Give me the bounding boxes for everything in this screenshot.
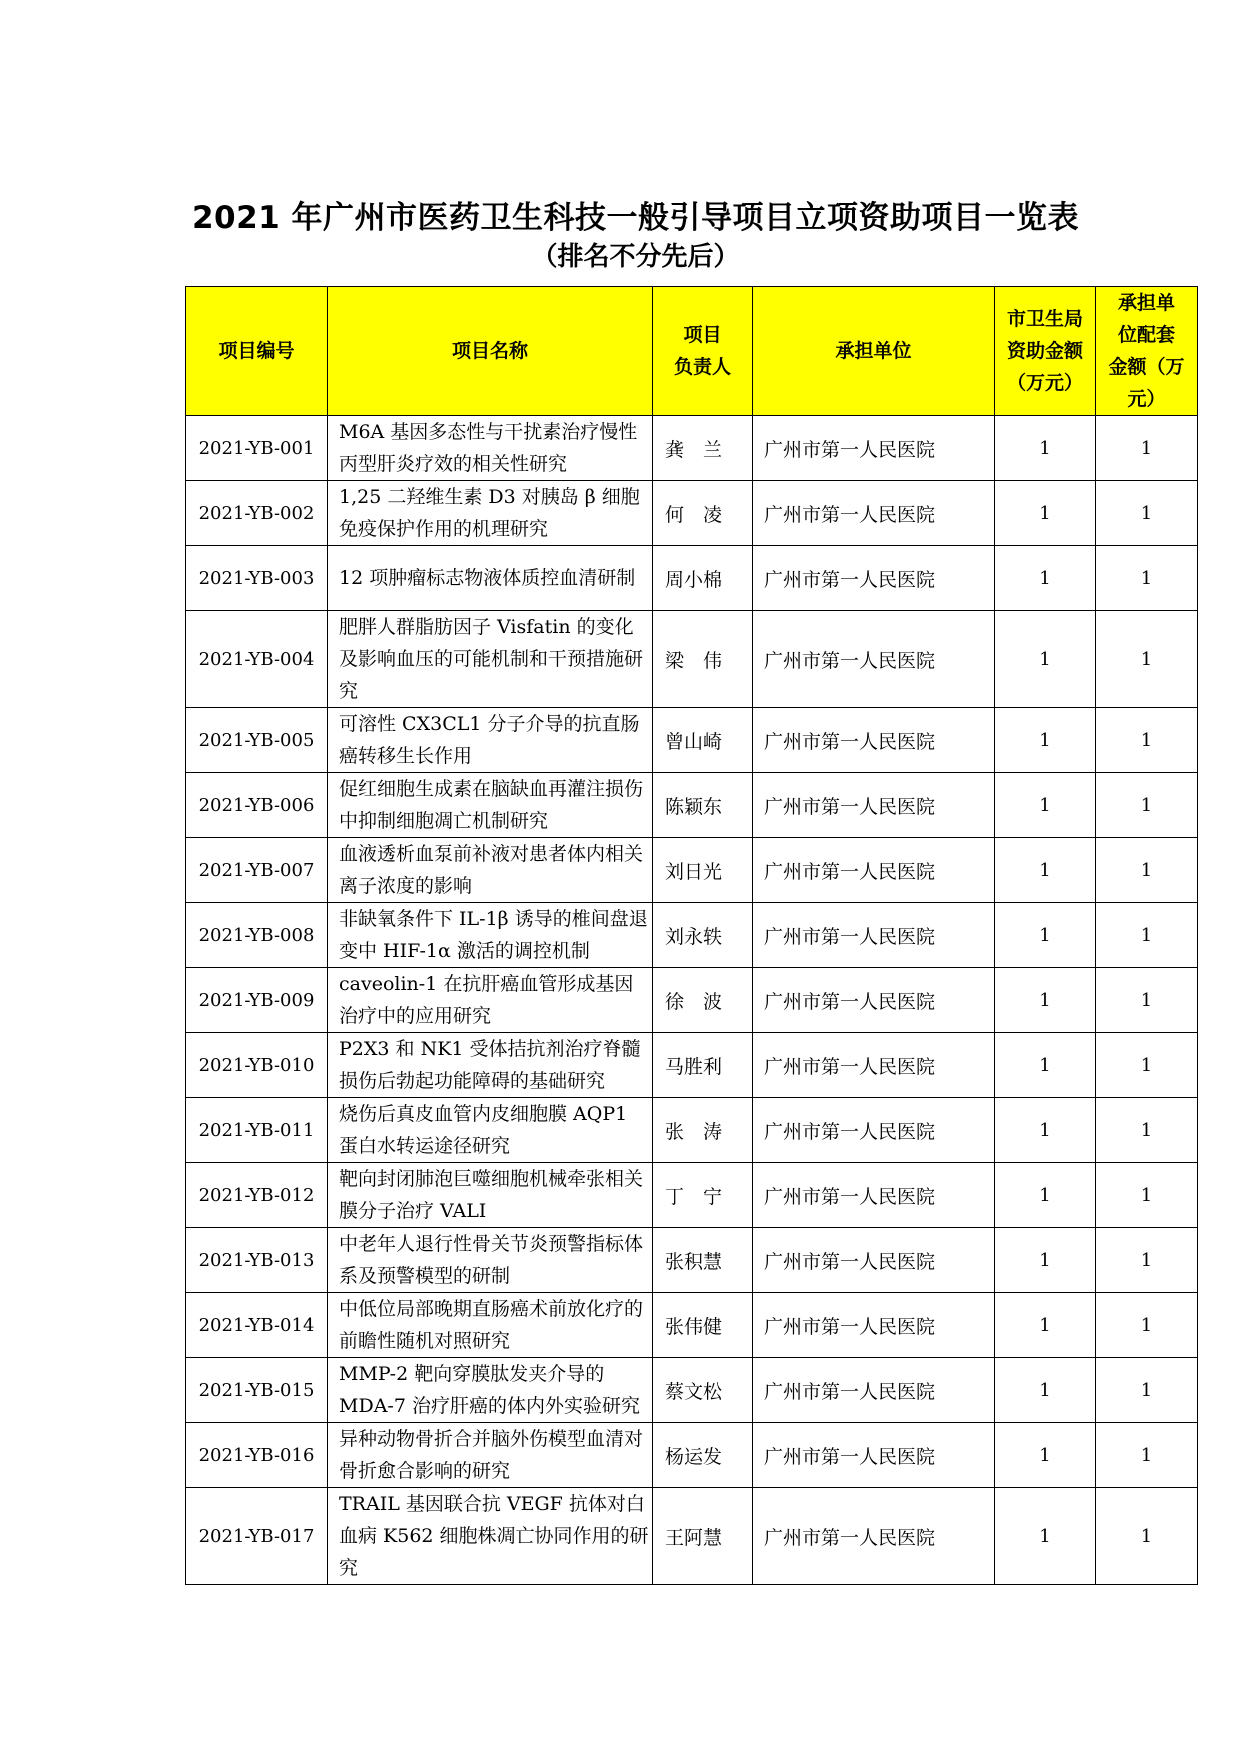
cell-project-name: 异种动物骨折合并脑外伤模型血清对骨折愈合影响的研究 [328,1423,653,1488]
cell-leader: 曾山崎 [653,708,753,773]
header-matching-line: 承担单 [1117,292,1175,314]
cell-unit: 广州市第一人民医院 [753,1293,995,1358]
cell-matching: 1 [1096,1423,1198,1488]
cell-project-id: 2021-YB-010 [186,1033,328,1098]
cell-matching: 1 [1096,1163,1198,1228]
table-row [186,968,1198,1033]
cell-leader: 何 凌 [653,481,753,546]
cell-leader: 周小棉 [653,546,753,611]
cell-project-name: 中低位局部晚期直肠癌术前放化疗的前瞻性随机对照研究 [328,1293,653,1358]
cell-project-name: 肥胖人群脂肪因子 Visfatin 的变化及影响血压的可能机制和干预措施研究 [328,611,653,708]
cell-unit: 广州市第一人民医院 [753,1033,995,1098]
cell-matching: 1 [1096,838,1198,903]
cell-funding: 1 [995,838,1096,903]
cell-leader: 丁 宁 [653,1163,753,1228]
header-funding-line: 资助金额 [1006,340,1083,362]
cell-project-name: 中老年人退行性骨关节炎预警指标体系及预警模型的研制 [328,1228,653,1293]
cell-matching: 1 [1096,968,1198,1033]
cell-leader: 蔡文松 [653,1358,753,1423]
table-row [186,708,1198,773]
cell-project-id: 2021-YB-009 [186,968,328,1033]
cell-matching: 1 [1096,1228,1198,1293]
cell-project-id: 2021-YB-007 [186,838,328,903]
header-matching-line: 金额（万 [1108,356,1185,378]
table-row [186,838,1198,903]
table-row [186,1033,1198,1098]
cell-unit: 广州市第一人民医院 [753,708,995,773]
header-funding-line: 市卫生局 [1006,308,1083,330]
cell-funding: 1 [995,481,1096,546]
cell-leader: 王阿慧 [653,1488,753,1585]
cell-funding: 1 [995,968,1096,1033]
table-row [186,546,1198,611]
cell-matching: 1 [1096,1358,1198,1423]
cell-project-name: caveolin-1 在抗肝癌血管形成基因治疗中的应用研究 [328,968,653,1033]
cell-leader: 徐 波 [653,968,753,1033]
cell-project-name: 烧伤后真皮血管内皮细胞膜 AQP1 蛋白水转运途径研究 [328,1098,653,1163]
table-header-row [186,287,1198,416]
cell-funding: 1 [995,1033,1096,1098]
cell-unit: 广州市第一人民医院 [753,1358,995,1423]
cell-matching: 1 [1096,1293,1198,1358]
table-row [186,611,1198,708]
cell-project-id: 2021-YB-002 [186,481,328,546]
cell-funding: 1 [995,708,1096,773]
cell-funding: 1 [995,1098,1096,1163]
header-project-id: 项目编号 [186,287,328,416]
cell-project-id: 2021-YB-006 [186,773,328,838]
cell-matching: 1 [1096,708,1198,773]
cell-matching: 1 [1096,546,1198,611]
cell-project-name: 1,25 二羟维生素 D3 对胰岛 β 细胞免疫保护作用的机理研究 [328,481,653,546]
header-project-leader [653,287,753,416]
cell-matching: 1 [1096,611,1198,708]
cell-unit: 广州市第一人民医院 [753,838,995,903]
cell-unit: 广州市第一人民医院 [753,773,995,838]
table-row [186,1228,1198,1293]
cell-matching: 1 [1096,416,1198,481]
cell-unit: 广州市第一人民医院 [753,481,995,546]
cell-leader: 陈颖东 [653,773,753,838]
cell-project-id: 2021-YB-001 [186,416,328,481]
header-funding [995,287,1096,416]
table-row [186,416,1198,481]
project-table [185,286,1198,1585]
table-row [186,481,1198,546]
header-funding-line: （万元） [1006,372,1083,394]
cell-unit: 广州市第一人民医院 [753,1228,995,1293]
cell-project-name: P2X3 和 NK1 受体拮抗剂治疗脊髓损伤后勃起功能障碍的基础研究 [328,1033,653,1098]
cell-funding: 1 [995,611,1096,708]
cell-matching: 1 [1096,773,1198,838]
cell-project-id: 2021-YB-008 [186,903,328,968]
header-matching [1096,287,1198,416]
cell-leader: 张积慧 [653,1228,753,1293]
cell-project-name: TRAIL 基因联合抗 VEGF 抗体对白血病 K562 细胞株凋亡协同作用的研究 [328,1488,653,1585]
cell-project-id: 2021-YB-015 [186,1358,328,1423]
cell-funding: 1 [995,1163,1096,1228]
cell-funding: 1 [995,1293,1096,1358]
cell-matching: 1 [1096,1033,1198,1098]
cell-matching: 1 [1096,1098,1198,1163]
cell-leader: 刘日光 [653,838,753,903]
cell-unit: 广州市第一人民医院 [753,1488,995,1585]
cell-project-id: 2021-YB-004 [186,611,328,708]
cell-leader: 马胜利 [653,1033,753,1098]
header-leader-line: 项目 [683,324,722,346]
cell-funding: 1 [995,1488,1096,1585]
cell-project-id: 2021-YB-005 [186,708,328,773]
cell-project-name: 靶向封闭肺泡巨噬细胞机械牵张相关膜分子治疗 VALI [328,1163,653,1228]
cell-funding: 1 [995,546,1096,611]
cell-project-id: 2021-YB-016 [186,1423,328,1488]
table-row [186,903,1198,968]
cell-unit: 广州市第一人民医院 [753,1098,995,1163]
cell-leader: 刘永轶 [653,903,753,968]
cell-project-name: M6A 基因多态性与干扰素治疗慢性丙型肝炎疗效的相关性研究 [328,416,653,481]
header-unit: 承担单位 [753,287,995,416]
header-project-name: 项目名称 [328,287,653,416]
cell-unit: 广州市第一人民医院 [753,1163,995,1228]
cell-leader: 杨运发 [653,1423,753,1488]
cell-funding: 1 [995,1423,1096,1488]
cell-matching: 1 [1096,1488,1198,1585]
cell-project-name: 12 项肿瘤标志物液体质控血清研制 [328,546,653,611]
cell-matching: 1 [1096,903,1198,968]
cell-leader: 张伟健 [653,1293,753,1358]
cell-funding: 1 [995,903,1096,968]
table-row [186,1098,1198,1163]
cell-project-id: 2021-YB-012 [186,1163,328,1228]
page-subtitle: （排名不分先后） [531,242,740,272]
cell-project-name: 促红细胞生成素在脑缺血再灌注损伤中抑制细胞凋亡机制研究 [328,773,653,838]
header-matching-line: 位配套 [1117,324,1175,346]
cell-funding: 1 [995,773,1096,838]
cell-project-name: MMP-2 靶向穿膜肽发夹介导的 MDA-7 治疗肝癌的体内外实验研究 [328,1358,653,1423]
header-matching-line: 元） [1127,388,1166,410]
cell-funding: 1 [995,416,1096,481]
cell-matching: 1 [1096,481,1198,546]
cell-project-name: 血液透析血泵前补液对患者体内相关离子浓度的影响 [328,838,653,903]
header-leader-line: 负责人 [673,356,731,378]
cell-unit: 广州市第一人民医院 [753,968,995,1033]
cell-unit: 广州市第一人民医院 [753,416,995,481]
cell-project-id: 2021-YB-014 [186,1293,328,1358]
page-title: 2021 年广州市医药卫生科技一般引导项目立项资助项目一览表 [191,200,1080,236]
table-row [186,1358,1198,1423]
cell-project-name: 非缺氧条件下 IL-1β 诱导的椎间盘退变中 HIF-1α 激活的调控机制 [328,903,653,968]
cell-project-id: 2021-YB-003 [186,546,328,611]
cell-leader: 梁 伟 [653,611,753,708]
cell-leader: 龚 兰 [653,416,753,481]
cell-project-id: 2021-YB-011 [186,1098,328,1163]
cell-funding: 1 [995,1228,1096,1293]
table-row [186,1423,1198,1488]
table-row [186,1163,1198,1228]
table-row [186,1293,1198,1358]
cell-leader: 张 涛 [653,1098,753,1163]
cell-project-id: 2021-YB-013 [186,1228,328,1293]
cell-unit: 广州市第一人民医院 [753,1423,995,1488]
table-row [186,1488,1198,1585]
cell-project-name: 可溶性 CX3CL1 分子介导的抗直肠癌转移生长作用 [328,708,653,773]
cell-funding: 1 [995,1358,1096,1423]
cell-unit: 广州市第一人民医院 [753,903,995,968]
table-row [186,773,1198,838]
cell-unit: 广州市第一人民医院 [753,546,995,611]
cell-unit: 广州市第一人民医院 [753,611,995,708]
cell-project-id: 2021-YB-017 [186,1488,328,1585]
